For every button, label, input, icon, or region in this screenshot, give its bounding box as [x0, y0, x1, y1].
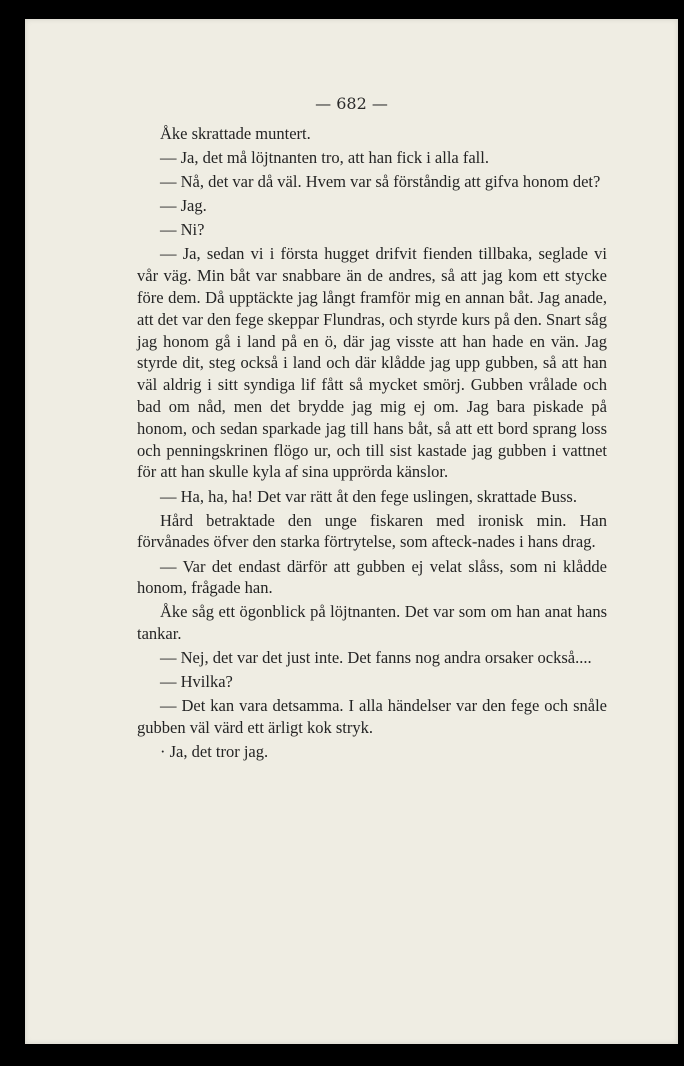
- paragraph: — Ja, det må löjtnanten tro, att han fick i alla fall.: [160, 148, 489, 168]
- paragraph: — Ja, sedan vi i första hugget drifvit fienden tillbaka, seglade vi vår väg. Min båt var snabbare än de andres, så att jag kom ett stycke före dem. Då upptäckte jag långt framför mig en annan båt. Jag anade, att det var den fege skeppar Flundras, och styrde kurs på den. Snart såg jag honom gå i land på en ö, där jag visste att han hade en vän. Jag styrde dit, steg också i land och där klådde jag upp gubben, så att han väl aldrig i sitt syndiga lif fått så mycket smörj. Gubben vrålade och bad om nåd, men det brydde jag mig ej om. Jag bara piskade på honom, och sedan sparkade jag till hans båt, så att ett bord sprang loss och penningskrinen flögo ur, och till sist kastade jag gubben i vattnet för att han skulle kyla af sina upprörda känslor.: [137, 244, 607, 482]
- paragraph: — Ni?: [160, 220, 205, 240]
- paragraph: — Det kan vara detsamma. I alla händelser var den fege och snåle gubben väl värd ett ärligt kok stryk.: [137, 696, 607, 738]
- paragraph: — Ha, ha, ha! Det var rätt åt den fege uslingen, skrattade Buss.: [160, 486, 577, 506]
- paragraph: Hård betraktade den unge fiskaren med ironisk min. Han förvånades öfver den starka förtrytelse, som afteck-nades i hans drag.: [137, 510, 607, 552]
- page-number: — 682 —: [315, 94, 388, 113]
- book-page: [25, 19, 678, 1044]
- paragraph: — Nej, det var det just inte. Det fanns nog andra orsaker också....: [160, 648, 592, 668]
- paragraph: Åke såg ett ögonblick på löjtnanten. Det var som om han anat hans tankar.: [137, 602, 607, 644]
- paragraph: — Var det endast därför att gubben ej velat slåss, som ni klådde honom, frågade han.: [137, 556, 607, 598]
- paragraph: — Hvilka?: [160, 672, 233, 692]
- paragraph: — Jag.: [160, 196, 207, 216]
- paragraph: Åke skrattade muntert.: [160, 124, 311, 143]
- paragraph: — Nå, det var då väl. Hvem var så förståndig att gifva honom det?: [160, 172, 601, 192]
- page-body: [137, 123, 607, 765]
- paragraph: · Ja, det tror jag.: [160, 742, 269, 762]
